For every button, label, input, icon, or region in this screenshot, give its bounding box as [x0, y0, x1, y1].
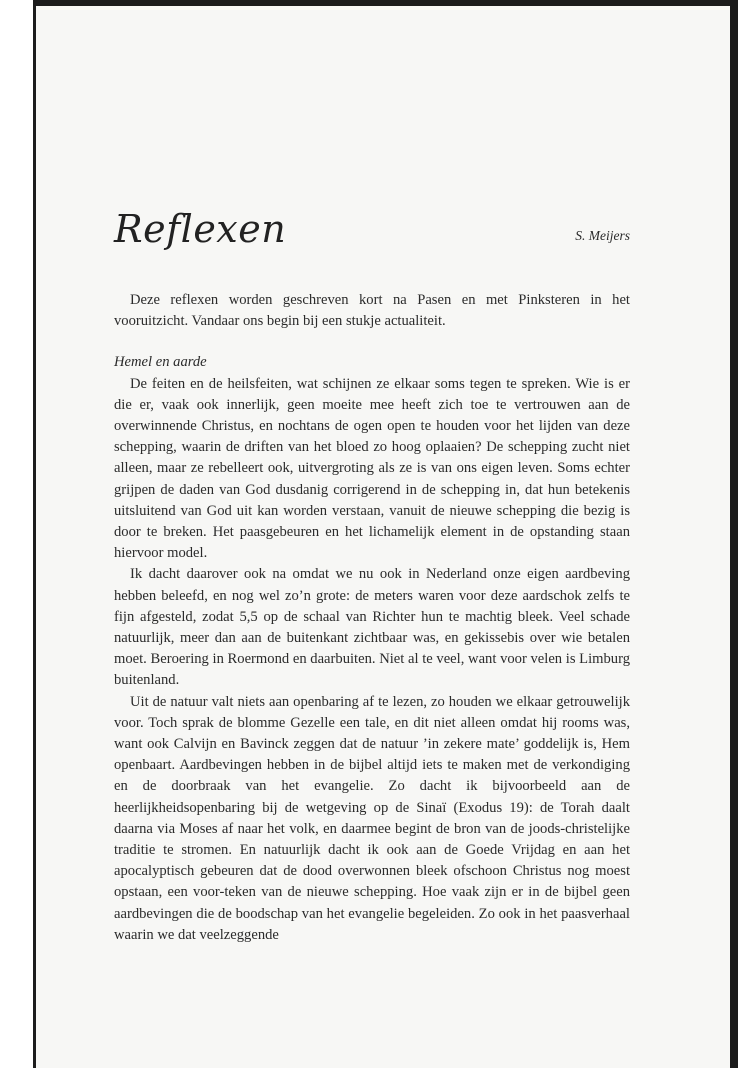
body-paragraph-3: Uit de natuur valt niets aan openbaring af te lezen, zo houden we elkaar getrouwelijk voor. Toch sprak de blomme Gezelle een tale, en dit niet alleen omdat hij rooms was, want ook Calvijn en Bavinck zeggen dat de natuur ’in zekere mate’ goddelijk is, Hem openbaart. Aardbevingen hebben in de bijbel altijd iets te maken met de verkondiging en de doorbraak van het evangelie. Zo dacht ik bijvoorbeeld aan de heerlijkheidsopenbaring bij de wetgeving op de Sinaï (Exodus 19): de Torah daalt daarna via Moses af naar het volk, en daarmee begint de bron van de joods-christelijke traditie te stromen. En natuurlijk dacht ik ook aan de Goede Vrijdag en aan het apocalyptisch gebeuren dat de dood overwonnen bleek ofschoon Christus nog moest opstaan, een voor-teken van de nieuwe schepping. Hoe vaak zijn er in de bijbel geen aardbevingen die de boodschap van het evangelie begeleiden. Zo ook in het paasverhaal waarin we dat veelzeggende — [114, 693, 630, 943]
article-body — [114, 290, 630, 946]
body-paragraph-1: De feiten en de heilsfeiten, wat schijnen ze elkaar soms tegen te spreken. Wie is er die er, vaak ook innerlijk, geen moeite mee heeft zich toe te vertrouwen aan de overwinnende Christus, en nochtans de ogen open te houden voor het lijden van deze schepping, waarin de driften van het bloed zo hoog oplaaien? De schepping zucht niet alleen, maar ze rebelleert ook, uitvergroting als ze is van ons eigen leven. Soms echter grijpen de daden van God dusdanig corrigerend in de schepping in, dat hun betekenis uitsluitend van God uit kan worden verstaan, vanuit de nieuwe schepping die bezig is door te breken. Het paasgebeuren en het lichamelijk element in de opstanding staan hiervoor model. — [114, 375, 630, 562]
section-heading: Hemel en aarde — [114, 354, 207, 371]
article-header — [114, 206, 630, 256]
scan-margin — [0, 0, 33, 1068]
body-paragraph-2: Ik dacht daarover ook na omdat we nu ook in Nederland onze eigen aardbeving hebben beleefd, en nog wel zo’n grote: de meters waren voor deze aardschok zelfs te fijn afgesteld, zodat 5,5 op de schaal van Richter hun te machtig bleek. Veel schade natuurlijk, meer dan aan de buitenkant zichtbaar was, en gekissebis over wie betalen moet. Beroering in Roermond en daarbuiten. Niet al te veel, want voor velen is Limburg buitenland. — [114, 566, 630, 689]
article-author: S. Meijers — [575, 228, 630, 243]
intro-paragraph: Deze reflexen worden geschreven kort na Pasen en met Pinksteren in het vooruitzicht. Vandaar ons begin bij een stukje actualiteit. — [114, 292, 630, 330]
article-title: Reflexen — [114, 207, 287, 251]
scan-right-border — [730, 0, 738, 1068]
